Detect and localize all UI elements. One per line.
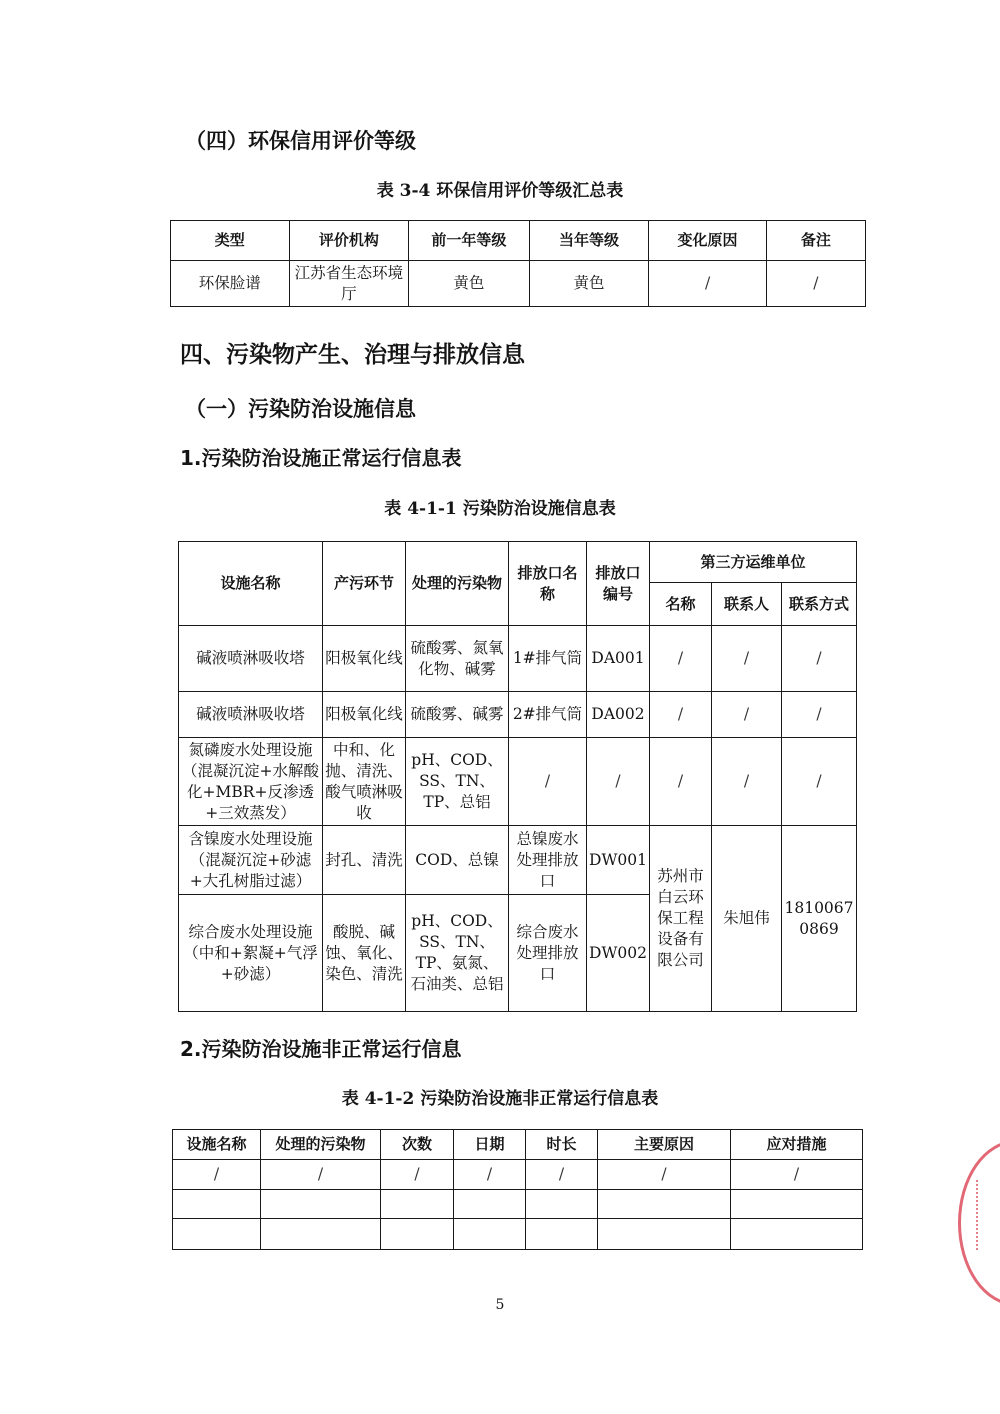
table-cell [526, 1219, 598, 1250]
table-cell: 阳极氧化线 [323, 626, 406, 692]
table-cell: 综合废水处理设施（中和+絮凝+气浮+砂滤） [179, 895, 323, 1012]
table-cell: 1#排气筒 [509, 626, 587, 692]
header-cell: 时长 [526, 1130, 598, 1160]
table-cell: 阳极氧化线 [323, 692, 406, 738]
section-heading-credit: （四）环保信用评价等级 [185, 129, 416, 153]
table-cell: 黄色 [529, 261, 649, 307]
facility-info-table [178, 541, 857, 1012]
table-cell: / [509, 738, 587, 826]
table-cell: / [782, 738, 857, 826]
header-cell: 名称 [650, 583, 712, 626]
credit-rating-table [170, 220, 866, 307]
table-cell: 黄色 [409, 261, 530, 307]
header-cell: 设施名称 [179, 542, 323, 626]
section-heading-facilities: （一）污染防治设施信息 [185, 397, 416, 421]
table-cell: DA002 [587, 692, 650, 738]
header-cell: 联系方式 [782, 583, 857, 626]
table-cell [261, 1190, 381, 1219]
table-cell [454, 1219, 526, 1250]
table-cell: / [766, 261, 865, 307]
table-cell: 碱液喷淋吸收塔 [179, 626, 323, 692]
table-cell: / [261, 1160, 381, 1190]
table-cell [173, 1190, 261, 1219]
table-cell: 碱液喷淋吸收塔 [179, 692, 323, 738]
table-cell: / [650, 738, 712, 826]
header-cell: 应对措施 [731, 1130, 863, 1160]
header-cell: 前一年等级 [409, 221, 530, 261]
table-cell: pH、COD、SS、TN、TP、总铝 [406, 738, 509, 826]
table-cell: pH、COD、SS、TN、TP、氨氮、石油类、总铝 [406, 895, 509, 1012]
table-cell: 总镍废水处理排放口 [509, 826, 587, 895]
table-cell: 氮磷废水处理设施（混凝沉淀+水解酸化+MBR+反渗透+三效蒸发） [179, 738, 323, 826]
third-party-company: 苏州市白云环保工程设备有限公司 [650, 826, 712, 1012]
table-cell: / [712, 692, 782, 738]
table-cell: 江苏省生态环境厅 [289, 261, 409, 307]
page-number: 5 [495, 1297, 505, 1313]
seal-text-mark [976, 1180, 990, 1250]
table-cell: / [782, 626, 857, 692]
chapter-heading-pollutants: 四、污染物产生、治理与排放信息 [180, 342, 525, 368]
table-cell [173, 1219, 261, 1250]
header-cell: 变化原因 [649, 221, 767, 261]
header-cell: 类型 [171, 221, 290, 261]
table-cell: / [712, 626, 782, 692]
table-cell: COD、总镍 [406, 826, 509, 895]
table-cell [598, 1219, 731, 1250]
table-cell: 环保脸谱 [171, 261, 290, 307]
table-cell: 中和、化抛、清洗、酸气喷淋吸收 [323, 738, 406, 826]
header-cell: 备注 [766, 221, 865, 261]
item-heading-normal: 1.污染防治设施正常运行信息表 [180, 446, 462, 470]
header-cell: 设施名称 [173, 1130, 261, 1160]
header-cell: 主要原因 [598, 1130, 731, 1160]
header-cell: 当年等级 [529, 221, 649, 261]
table-cell [598, 1190, 731, 1219]
table-cell: DW001 [587, 826, 650, 895]
header-cell: 第三方运维单位 [650, 542, 857, 583]
header-cell: 联系人 [712, 583, 782, 626]
table-cell [381, 1219, 454, 1250]
table-4-1-1-caption: 表 4-1-1 污染防治设施信息表 [384, 499, 616, 519]
table-cell: 酸脱、碱蚀、氧化、染色、清洗 [323, 895, 406, 1012]
table-cell: / [650, 692, 712, 738]
table-cell: / [649, 261, 767, 307]
table-cell: 硫酸雾、氮氧化物、碱雾 [406, 626, 509, 692]
table-cell: / [782, 692, 857, 738]
table-cell: / [598, 1160, 731, 1190]
table-cell: DW002 [587, 895, 650, 1012]
table-cell [526, 1190, 598, 1219]
table-cell: / [454, 1160, 526, 1190]
header-cell: 处理的污染物 [261, 1130, 381, 1160]
header-cell: 评价机构 [289, 221, 409, 261]
table-4-1-2-caption: 表 4-1-2 污染防治设施非正常运行信息表 [341, 1089, 659, 1109]
table-cell: / [650, 626, 712, 692]
table-3-4-caption: 表 3-4 环保信用评价等级汇总表 [376, 181, 624, 201]
abnormal-operation-table [172, 1129, 863, 1250]
table-cell: / [526, 1160, 598, 1190]
table-cell [261, 1219, 381, 1250]
table-cell: 封孔、清洗 [323, 826, 406, 895]
table-cell: / [173, 1160, 261, 1190]
header-cell: 产污环节 [323, 542, 406, 626]
table-cell [731, 1190, 863, 1219]
table-cell: DA001 [587, 626, 650, 692]
table-cell: / [731, 1160, 863, 1190]
table-cell: 硫酸雾、碱雾 [406, 692, 509, 738]
table-cell: 含镍废水处理设施（混凝沉淀+砂滤+大孔树脂过滤） [179, 826, 323, 895]
header-cell: 排放口名称 [509, 542, 587, 626]
table-cell: / [587, 738, 650, 826]
table-cell: / [712, 738, 782, 826]
header-cell: 排放口编号 [587, 542, 650, 626]
table-cell: / [381, 1160, 454, 1190]
table-cell [454, 1190, 526, 1219]
table-cell: 综合废水处理排放口 [509, 895, 587, 1012]
third-party-contact: 朱旭伟 [712, 826, 782, 1012]
header-cell: 次数 [381, 1130, 454, 1160]
item-heading-abnormal: 2.污染防治设施非正常运行信息 [180, 1037, 462, 1061]
table-cell [381, 1190, 454, 1219]
header-cell: 处理的污染物 [406, 542, 509, 626]
header-cell: 日期 [454, 1130, 526, 1160]
table-cell [731, 1219, 863, 1250]
table-cell: 2#排气筒 [509, 692, 587, 738]
third-party-phone: 18100670869 [782, 826, 857, 1012]
